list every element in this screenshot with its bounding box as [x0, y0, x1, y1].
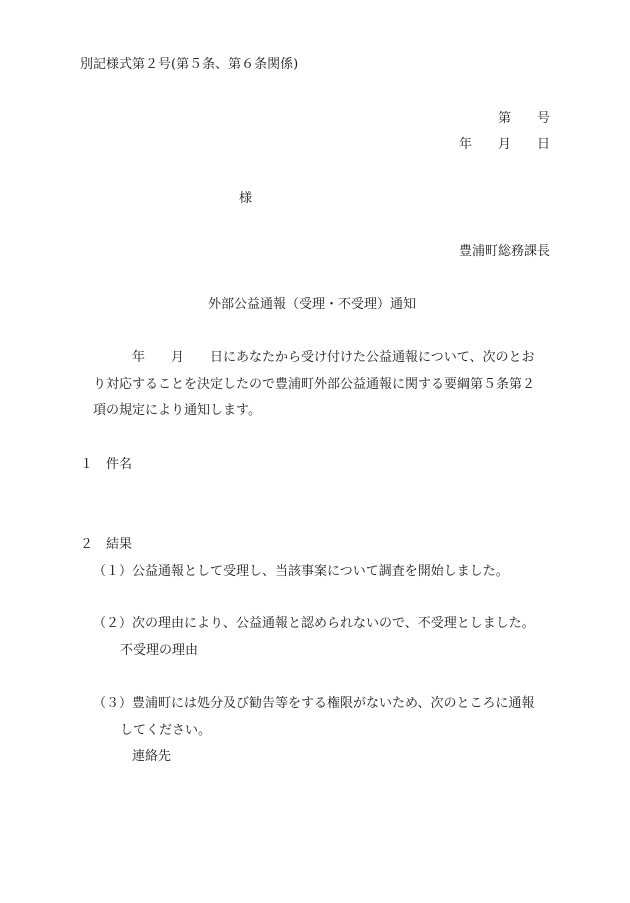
- form-label: 別記様式第２号(第５条、第６条関係): [80, 57, 299, 72]
- body-line-3: 項の規定により通知します。: [93, 403, 261, 418]
- section-1-heading: １ 件名: [80, 457, 133, 472]
- document-number-line: 第 号: [497, 111, 550, 126]
- result-item-3-contact-label: 連絡先: [132, 749, 172, 764]
- date-line: 年 月 日: [458, 137, 550, 152]
- result-item-3-line-1: （３）豊浦町には処分及び勧告等をする権限がないため、次のところに通報: [93, 696, 535, 711]
- result-item-1: （１）公益通報として受理し、当該事案について調査を開始しました。: [93, 564, 509, 579]
- recipient-suffix: 様: [239, 191, 253, 206]
- body-line-1: 年 月 日にあなたから受け付けた公益通報について、次のとお: [132, 350, 535, 365]
- result-item-2: （２）次の理由により、公益通報と認められないので、不受理としました。: [93, 616, 535, 631]
- result-item-3-line-2: してください。: [120, 723, 212, 738]
- body-line-2: り対応することを決定したので豊浦町外部公益通報に関する要綱第５条第２: [93, 377, 536, 392]
- result-item-2-reason-label: 不受理の理由: [120, 643, 199, 658]
- section-2-heading: ２ 結果: [80, 537, 133, 552]
- document-title: 外部公益通報（受理・不受理）通知: [208, 297, 417, 312]
- sender-name: 豊浦町総務課長: [458, 244, 550, 259]
